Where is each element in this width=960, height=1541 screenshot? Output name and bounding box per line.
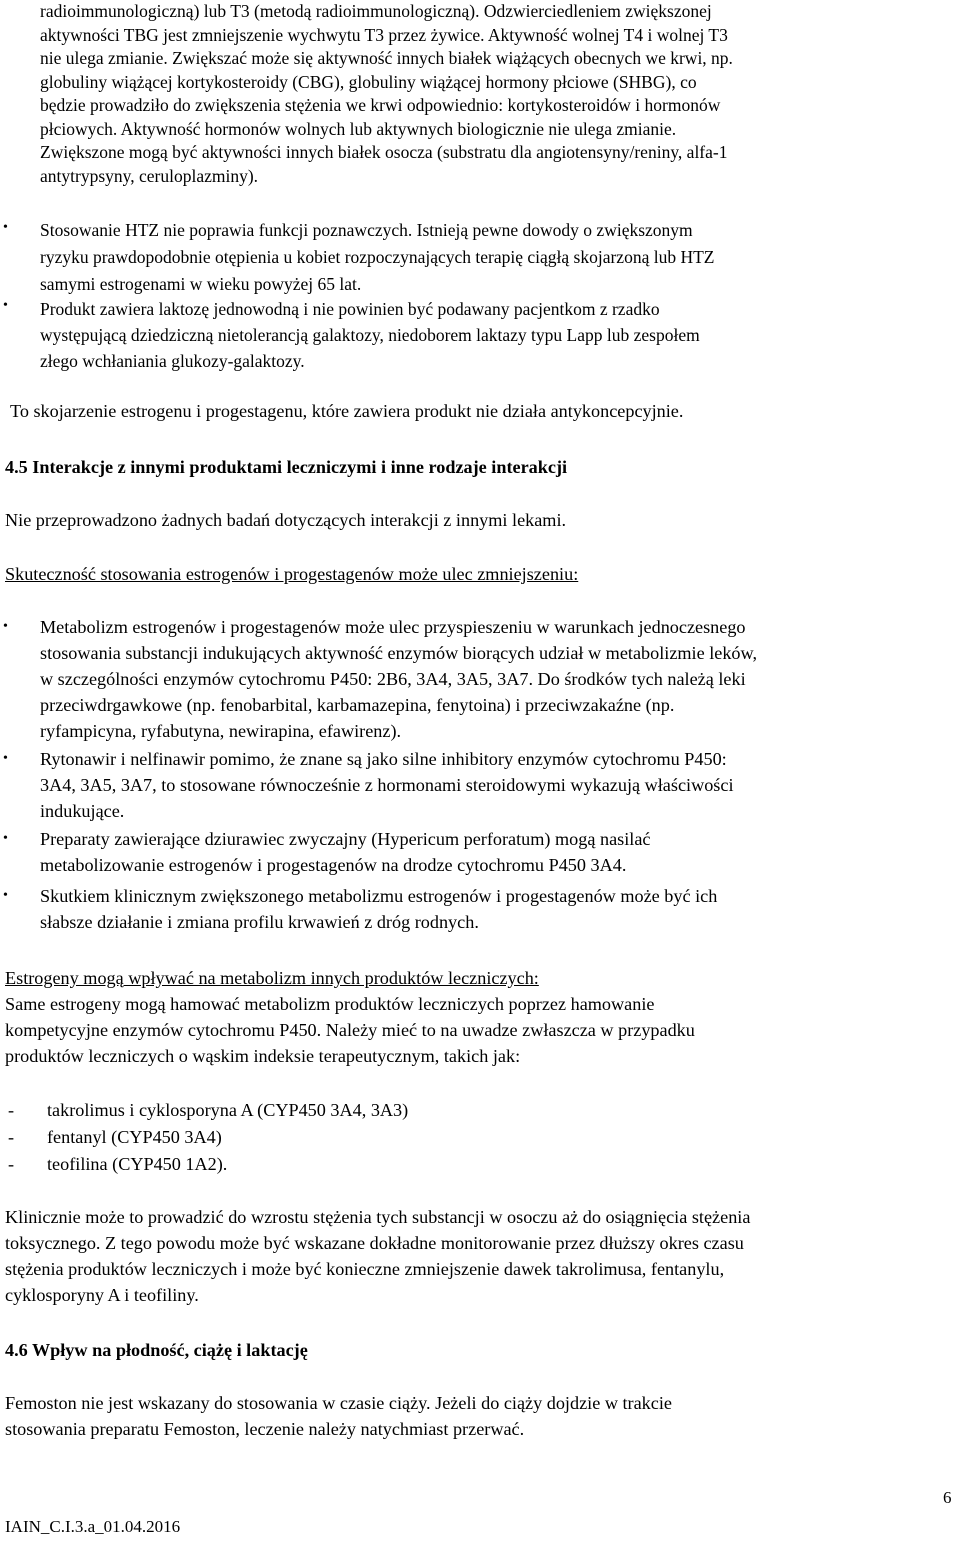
- bullet-icon: •: [3, 831, 8, 846]
- page-number: 6: [943, 1488, 952, 1507]
- bullet-item-ritonavir: [40, 746, 945, 824]
- pregnancy-paragraph: [5, 1390, 950, 1442]
- text-line: samymi estrogenami w wieku powyżej 65 lat.: [40, 274, 362, 294]
- text-line: Zwiększone mogą być aktywności innych białek osocza (substratu dla angiotensyny/reniny, alfa-1: [40, 142, 728, 162]
- contraception-note: To skojarzenie estrogenu i progestagenu, które zawiera produkt nie działa antykoncepcyjnie.: [10, 401, 684, 421]
- text-line: antytrypsyny, ceruloplazminy).: [40, 165, 259, 186]
- dash-marker: -: [8, 1154, 15, 1174]
- text-line: będzie prowadziło do zwiększenia stężenia we krwi odpowiednio: kortykosteroidów i hormonów: [40, 95, 721, 115]
- text-line: ryfampicyna, ryfabutyna, newirapina, efawirenz).: [40, 721, 402, 741]
- dash-item: teofilina (CYP450 1A2).: [47, 1154, 228, 1174]
- bullet-item-lactose: [40, 296, 945, 374]
- text-line: Preparaty zawierające dziurawiec zwyczajny (Hypericum perforatum) mogą nasilać: [40, 829, 651, 849]
- bullet-item-htz: [40, 217, 945, 298]
- text-line: Metabolizm estrogenów i progestagenów może ulec przyspieszeniu w warunkach jednoczesnego: [40, 617, 746, 637]
- text-line: metabolizowanie estrogenów i progestagenów na drodze cytochromu P450 3A4.: [40, 855, 627, 875]
- text-line: Klinicznie może to prowadzić do wzrostu stężenia tych substancji w osoczu aż do osiągnięcia stężenia: [5, 1207, 751, 1227]
- text-line: aktywności TBG jest zmniejszenie wychwytu T3 przez żywice. Aktywność wolnej T4 i wolnej T3: [40, 24, 728, 45]
- dash-marker: -: [8, 1100, 15, 1120]
- bullet-icon: •: [3, 888, 8, 903]
- text-line: Produkt zawiera laktozę jednowodną i nie powinien być podawany pacjentkom z rzadko: [40, 299, 660, 319]
- text-line: stężenia produktów leczniczych i może być konieczne zmniejszenie dawek takrolimusa, fentanylu,: [5, 1259, 725, 1279]
- bullet-icon: •: [3, 220, 8, 235]
- text-line: 3A4, 3A5, 3A7, to stosowane równocześnie z hormonami steroidowymi wykazują właściwości: [40, 775, 734, 795]
- text-line: cyklosporyny A i teofiliny.: [5, 1285, 199, 1305]
- text-line: Stosowanie HTZ nie poprawia funkcji poznawczych. Istnieją pewne dowody o zwiększonym: [40, 220, 693, 240]
- bullet-icon: •: [3, 751, 8, 766]
- bullet-item-clinical-effect: [40, 883, 945, 935]
- subheading-efficacy-reduction: Skuteczność stosowania estrogenów i progestagenów może ulec zmniejszeniu:: [5, 564, 579, 584]
- text-line: stosowania substancji indukujących aktywność enzymów biorących udział w metabolizmie leków,: [40, 643, 758, 663]
- section-heading-4-5: 4.5 Interakcje z innymi produktami leczniczymi i inne rodzaje interakcji: [5, 457, 568, 477]
- text-line: złego wchłaniania glukozy-galaktozy.: [40, 351, 305, 371]
- text-line: ryzyku prawdopodobnie otępienia u kobiet rozpoczynających terapię ciągłą skojarzoną lub HTZ: [40, 247, 715, 267]
- text-line: przeciwdrgawkowe (np. fenobarbital, karbamazepina, fenytoina) i przeciwzakaźne (np.: [40, 695, 675, 715]
- text-line: Same estrogeny mogą hamować metabolizm produktów leczniczych poprzez hamowanie: [5, 994, 655, 1014]
- text-line: produktów leczniczych o wąskim indeksie terapeutycznym, takich jak:: [5, 1046, 521, 1066]
- text-line: Skutkiem klinicznym zwiększonego metabolizmu estrogenów i progestagenów może być ich: [40, 886, 718, 906]
- text-line: Femoston nie jest wskazany do stosowania w czasie ciąży. Jeżeli do ciąży dojdzie w trakcie: [5, 1393, 672, 1413]
- text-line: kompetycyjne enzymów cytochromu P450. Należy mieć to na uwadze zwłaszcza w przypadku: [5, 1020, 695, 1040]
- dash-item: takrolimus i cyklosporyna A (CYP450 3A4, 3A3): [47, 1100, 409, 1120]
- text-line: nie ulega zmianie. Zwiększać może się aktywność innych białek wiążących obecnych we krwi, np.: [40, 48, 733, 68]
- text-line: toksycznego. Z tego powodu może być wskazane dokładne monitorowanie przez dłuższy okres czasu: [5, 1233, 744, 1253]
- text-line: w szczególności enzymów cytochromu P450: 2B6, 3A4, 3A5, 3A7. Do środków tych należą leki: [40, 669, 746, 689]
- text-line: radioimmunologiczną) lub T3 (metodą radioimmunologiczną). Odzwierciedleniem zwiększonej: [40, 1, 712, 21]
- bullet-icon: •: [3, 298, 8, 313]
- bullet-item-hypericum: [40, 826, 945, 878]
- text-line: globuliny wiążącej kortykosteroidy (CBG), globuliny wiążącej hormony płciowe (SHBG), co: [40, 71, 697, 92]
- text-line: występującą dziedziczną nietolerancją galaktozy, niedoborem laktazy typu Lapp lub zespołem: [40, 325, 700, 345]
- estrogen-inhibition-paragraph: [5, 991, 950, 1069]
- text-line: stosowania preparatu Femoston, leczenie należy natychmiast przerwać.: [5, 1419, 525, 1439]
- intro-paragraph: [40, 0, 945, 188]
- bullet-item-metabolism: [40, 614, 950, 744]
- clinical-consequence-paragraph: [5, 1204, 950, 1308]
- text-line: słabsze działanie i zmiana profilu krwawień z dróg rodnych.: [40, 912, 479, 932]
- subheading-estrogen-effects: Estrogeny mogą wpływać na metabolizm innych produktów leczniczych:: [5, 968, 539, 988]
- dash-item: fentanyl (CYP450 3A4): [47, 1127, 222, 1147]
- bullet-icon: •: [3, 619, 8, 634]
- no-studies-text: Nie przeprowadzono żadnych badań dotyczących interakcji z innymi lekami.: [5, 510, 567, 530]
- dash-marker: -: [8, 1127, 15, 1147]
- text-line: Rytonawir i nelfinawir pomimo, że znane są jako silne inhibitory enzymów cytochromu P450:: [40, 749, 727, 769]
- document-code: IAIN_C.I.3.a_01.04.2016: [5, 1517, 181, 1536]
- text-line: indukujące.: [40, 801, 125, 821]
- text-line: płciowych. Aktywność hormonów wolnych lub aktywnych biologicznie nie ulega zmianie.: [40, 118, 677, 139]
- section-heading-4-6: 4.6 Wpływ na płodność, ciążę i laktację: [5, 1340, 308, 1360]
